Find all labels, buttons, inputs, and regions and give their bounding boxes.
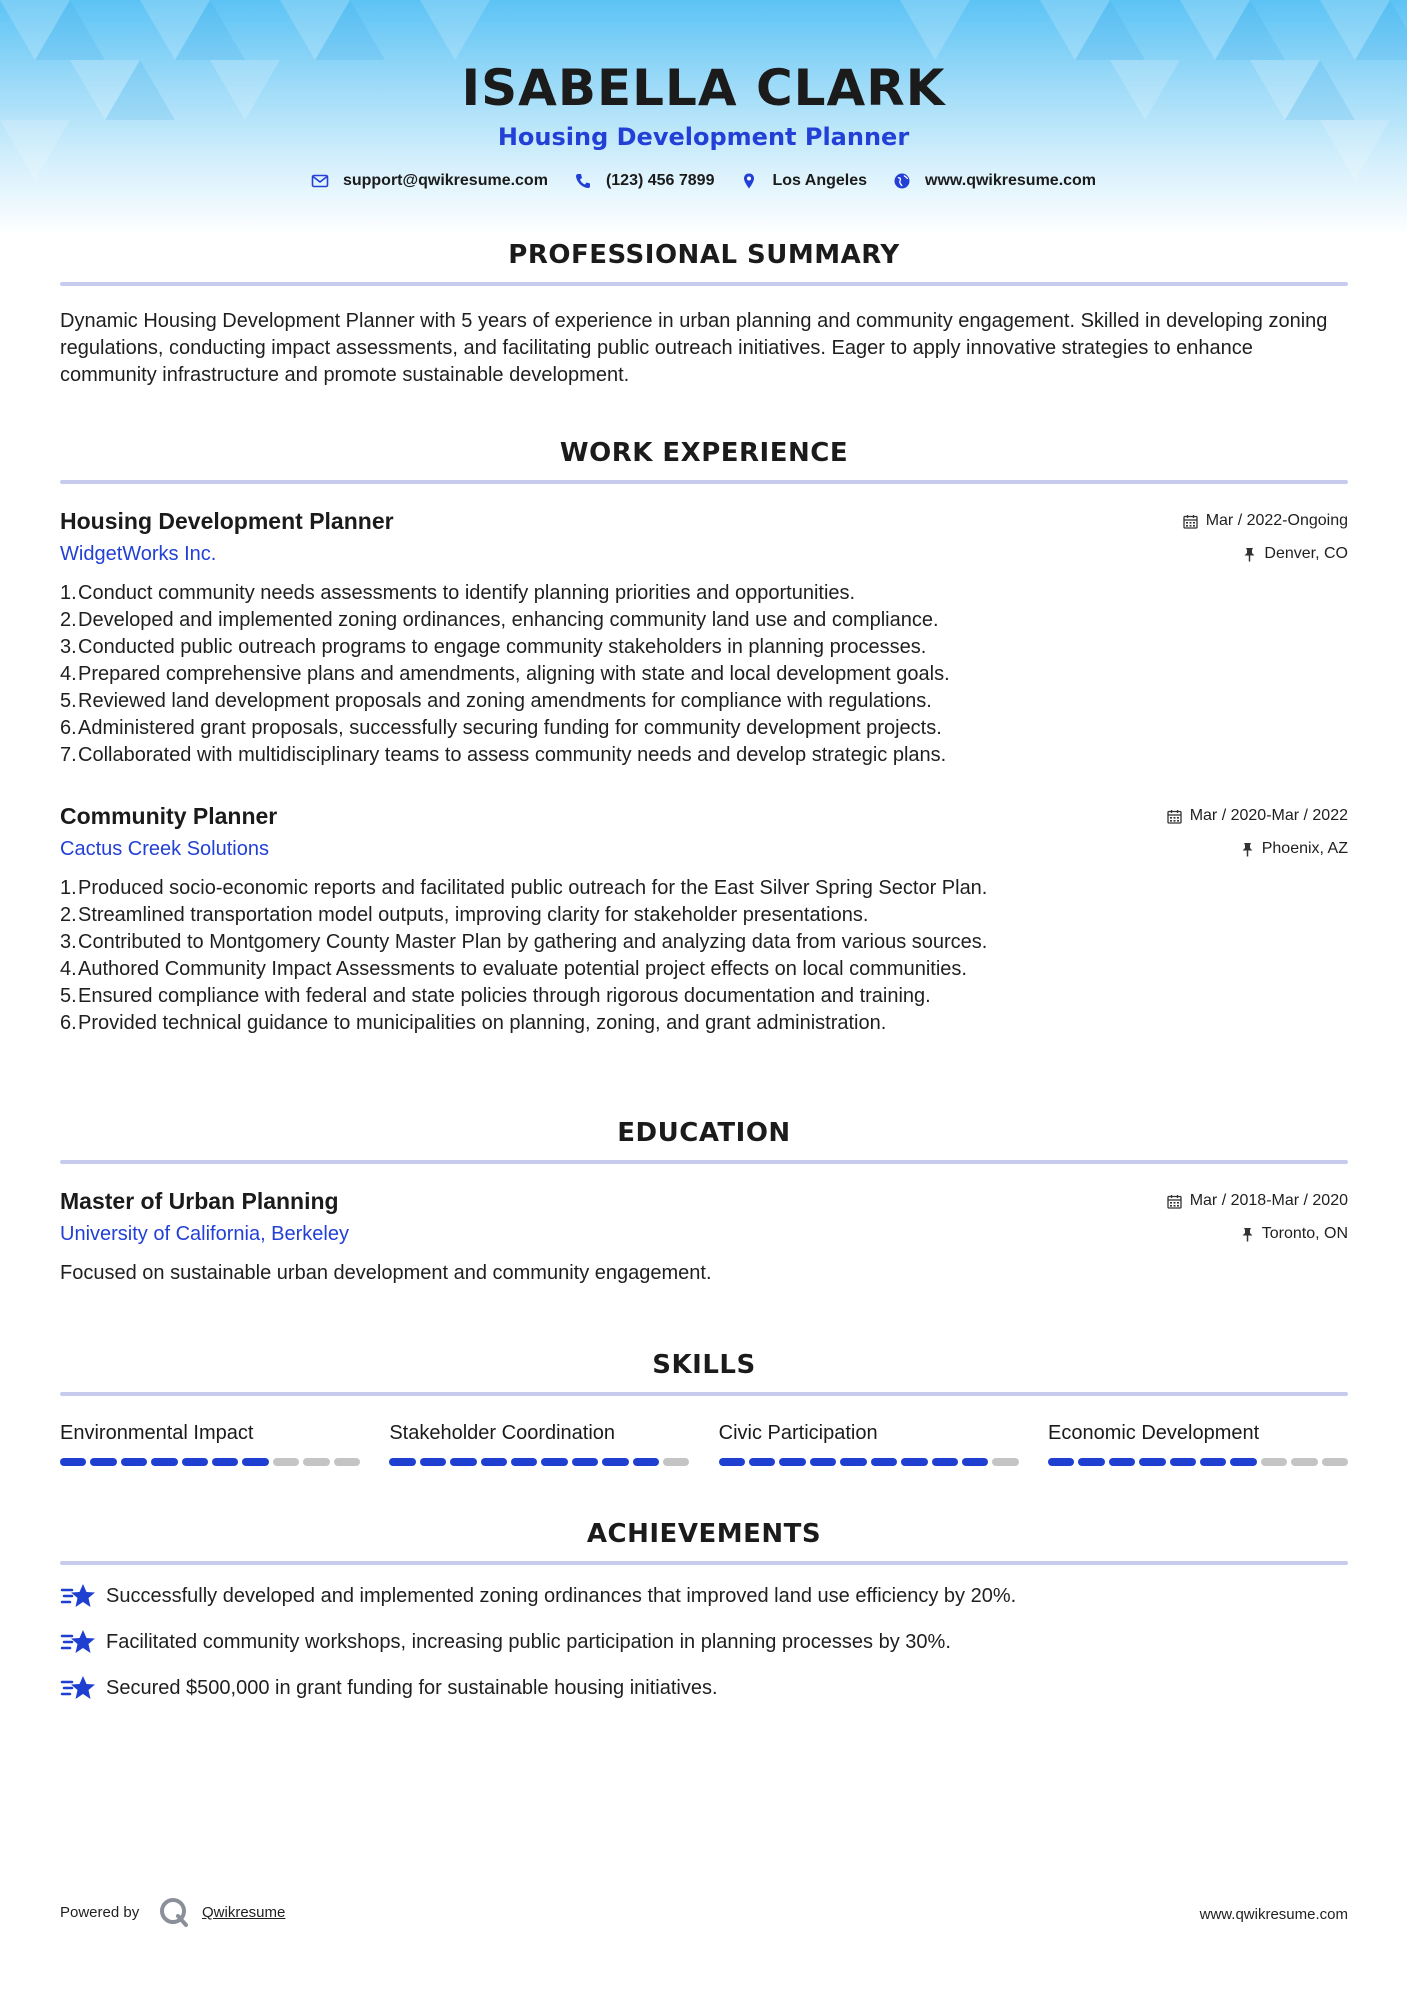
- section-divider: [60, 480, 1348, 484]
- powered-by-label: Powered by: [60, 1904, 140, 1921]
- skill-level-segment: [389, 1458, 415, 1466]
- list-item: 6. Provided technical guidance to municipalities on planning, zoning, and grant administration.: [60, 1012, 887, 1034]
- skill-level-segment: [273, 1458, 299, 1466]
- education-location: [1241, 1225, 1348, 1243]
- candidate-role: Housing Development Planner: [497, 123, 910, 151]
- skill-level-segment: [932, 1458, 958, 1466]
- experience-heading: WORK EXPERIENCE: [559, 438, 849, 468]
- skill-level-segment: [663, 1458, 689, 1466]
- skills-list: [60, 1420, 1348, 1466]
- section-divider: [60, 1392, 1348, 1396]
- footer: [60, 1896, 1348, 1936]
- skill-item: [1048, 1420, 1348, 1466]
- job-date: [1167, 807, 1348, 825]
- skill-level-segment: [871, 1458, 897, 1466]
- email-text: support@qwikresume.com: [342, 172, 548, 189]
- pushpin-icon: [1241, 1227, 1254, 1242]
- skill-level-segment: [450, 1458, 476, 1466]
- education-date-text: Mar / 2018-Mar / 2020: [1189, 1192, 1348, 1209]
- education-date: [1167, 1192, 1348, 1210]
- skill-level-segment: [481, 1458, 507, 1466]
- job-company: WidgetWorks Inc.: [60, 543, 217, 565]
- skill-level-segment: [1291, 1458, 1317, 1466]
- skill-level-segment: [572, 1458, 598, 1466]
- skill-level-segment: [541, 1458, 567, 1466]
- skill-level-segment: [810, 1458, 836, 1466]
- section-divider: [60, 282, 1348, 286]
- skill-level-segment: [212, 1458, 238, 1466]
- qwikresume-logo-icon: [158, 1896, 190, 1928]
- star-icon: [60, 1673, 96, 1703]
- skill-item: [389, 1420, 689, 1466]
- list-item: 4. Prepared comprehensive plans and amendments, aligning with state and local development goals.: [60, 663, 950, 685]
- skill-level-segment: [962, 1458, 988, 1466]
- experience-section: [60, 436, 1348, 1037]
- list-item: 2. Streamlined transportation model outputs, improving clarity for stakeholder presentations.: [60, 904, 869, 926]
- job-location: [1241, 840, 1348, 858]
- skill-level-segment: [633, 1458, 659, 1466]
- skill-level-segment: [511, 1458, 537, 1466]
- achievements-heading: ACHIEVEMENTS: [586, 1519, 822, 1549]
- school-name: University of California, Berkeley: [60, 1223, 349, 1245]
- skill-level-segment: [90, 1458, 116, 1466]
- skill-level-segment: [1261, 1458, 1287, 1466]
- skill-level-segment: [1200, 1458, 1226, 1466]
- skill-level-segment: [602, 1458, 628, 1466]
- skills-heading: SKILLS: [652, 1350, 756, 1380]
- skill-name: Stakeholder Coordination: [389, 1422, 616, 1444]
- job-date-text: Mar / 2020-Mar / 2022: [1189, 807, 1348, 824]
- skill-level-segment: [242, 1458, 268, 1466]
- footer-url[interactable]: www.qwikresume.com: [1199, 1906, 1348, 1923]
- skills-section: [60, 1348, 1348, 1466]
- education-location-text: Toronto, ON: [1261, 1225, 1348, 1242]
- globe-icon: [893, 172, 911, 190]
- star-icon: [60, 1581, 96, 1611]
- list-item: 5. Reviewed land development proposals and zoning amendments for compliance with regulations.: [60, 690, 932, 712]
- skill-level-segment: [334, 1458, 360, 1466]
- degree-title: Master of Urban Planning: [60, 1188, 339, 1214]
- job-bullets: [60, 580, 1348, 769]
- skill-level-bar: [389, 1458, 689, 1466]
- skill-level-segment: [420, 1458, 446, 1466]
- skill-level-segment: [992, 1458, 1018, 1466]
- contact-email[interactable]: [311, 172, 548, 190]
- job-entry: [60, 508, 1348, 769]
- list-item: 3. Conducted public outreach programs to engage community stakeholders in planning processes.: [60, 636, 927, 658]
- job-date: [1183, 512, 1348, 530]
- pushpin-icon: [1243, 547, 1256, 562]
- contact-website[interactable]: [893, 172, 1096, 190]
- skill-level-segment: [60, 1458, 86, 1466]
- achievement-text: Secured $500,000 in grant funding for sustainable housing initiatives.: [106, 1677, 718, 1699]
- job-entry: [60, 803, 1348, 1037]
- education-description: Focused on sustainable urban development and community engagement.: [60, 1262, 712, 1284]
- list-item: 1. Produced socio-economic reports and facilitated public outreach for the East Silver Spring Sector Plan.: [60, 877, 988, 899]
- candidate-name: ISABELLA CLARK: [461, 59, 946, 117]
- job-title: Housing Development Planner: [60, 508, 394, 534]
- phone-text: (123) 456 7899: [605, 172, 715, 189]
- job-location-text: Phoenix, AZ: [1261, 840, 1348, 857]
- skill-item: [719, 1420, 1019, 1466]
- skill-level-segment: [719, 1458, 745, 1466]
- list-item: 5. Ensured compliance with federal and state policies through rigorous documentation and training.: [60, 985, 931, 1007]
- resume-header: [0, 58, 1407, 154]
- job-company: Cactus Creek Solutions: [60, 838, 269, 860]
- skill-level-segment: [182, 1458, 208, 1466]
- job-bullets: [60, 875, 1348, 1037]
- calendar-icon: [1183, 514, 1198, 529]
- phone-icon: [574, 172, 592, 190]
- job-location-text: Denver, CO: [1264, 545, 1348, 562]
- skill-level-segment: [1109, 1458, 1135, 1466]
- summary-section: [60, 238, 1348, 389]
- summary-heading: PROFESSIONAL SUMMARY: [508, 240, 900, 270]
- skill-level-bar: [60, 1458, 360, 1466]
- skill-level-segment: [779, 1458, 805, 1466]
- skill-name: Environmental Impact: [60, 1422, 254, 1444]
- contact-bar: [0, 172, 1407, 190]
- list-item: 2. Developed and implemented zoning ordinances, enhancing community land use and compliance.: [60, 609, 939, 631]
- skill-level-segment: [901, 1458, 927, 1466]
- list-item: 6. Administered grant proposals, successfully securing funding for community development projects.: [60, 717, 942, 739]
- skill-level-bar: [719, 1458, 1019, 1466]
- calendar-icon: [1167, 1194, 1182, 1209]
- summary-text: Dynamic Housing Development Planner with 5 years of experience in urban planning and community engagement. Skilled in developing zoning regulations, conducting impact assessments, and facilitating public outreach initiatives. Eager to apply innovative strategies to enhance community infrastructure and promote sustainable development.: [60, 310, 1328, 386]
- list-item: 4. Authored Community Impact Assessments to evaluate potential project effects on local communities.: [60, 958, 967, 980]
- education-entry: [60, 1188, 1348, 1287]
- skill-level-segment: [749, 1458, 775, 1466]
- list-item: 1. Conduct community needs assessments to identify planning priorities and opportunities.: [60, 582, 856, 604]
- skill-level-bar: [1048, 1458, 1348, 1466]
- achievement-text: Facilitated community workshops, increasing public participation in planning processes by 30%.: [106, 1631, 951, 1653]
- contact-location: [740, 172, 867, 190]
- achievement-text: Successfully developed and implemented zoning ordinances that improved land use efficiency by 20%.: [106, 1585, 1017, 1607]
- list-item: 3. Contributed to Montgomery County Master Plan by gathering and analyzing data from various sources.: [60, 931, 988, 953]
- skill-level-segment: [121, 1458, 147, 1466]
- skill-level-segment: [1139, 1458, 1165, 1466]
- map-pin-icon: [740, 172, 758, 190]
- skill-level-segment: [1078, 1458, 1104, 1466]
- achievement-item: [60, 1627, 1348, 1657]
- pushpin-icon: [1241, 842, 1254, 857]
- skill-level-segment: [303, 1458, 329, 1466]
- education-section: [60, 1116, 1348, 1287]
- skill-name: Civic Participation: [718, 1422, 878, 1444]
- skill-level-segment: [1322, 1458, 1348, 1466]
- skill-item: [60, 1420, 360, 1466]
- section-divider: [60, 1561, 1348, 1565]
- job-date-text: Mar / 2022-Ongoing: [1205, 512, 1348, 529]
- envelope-icon: [311, 172, 329, 190]
- brand-link[interactable]: Qwikresume: [202, 1904, 286, 1921]
- achievements-section: [60, 1517, 1348, 1703]
- contact-phone[interactable]: [574, 172, 715, 190]
- skill-level-segment: [1048, 1458, 1074, 1466]
- calendar-icon: [1167, 809, 1182, 824]
- star-icon: [60, 1627, 96, 1657]
- skill-level-segment: [151, 1458, 177, 1466]
- skill-name: Economic Development: [1047, 1422, 1260, 1444]
- skill-level-segment: [840, 1458, 866, 1466]
- job-title: Community Planner: [60, 803, 278, 829]
- location-text: Los Angeles: [772, 172, 868, 189]
- achievement-item: [60, 1581, 1348, 1611]
- skill-level-segment: [1230, 1458, 1256, 1466]
- education-heading: EDUCATION: [617, 1118, 791, 1148]
- job-location: [1243, 545, 1348, 563]
- list-item: 7. Collaborated with multidisciplinary teams to assess community needs and develop strategic plans.: [60, 744, 947, 766]
- website-text: www.qwikresume.com: [925, 172, 1097, 189]
- skill-level-segment: [1170, 1458, 1196, 1466]
- achievement-item: [60, 1673, 1348, 1703]
- section-divider: [60, 1160, 1348, 1164]
